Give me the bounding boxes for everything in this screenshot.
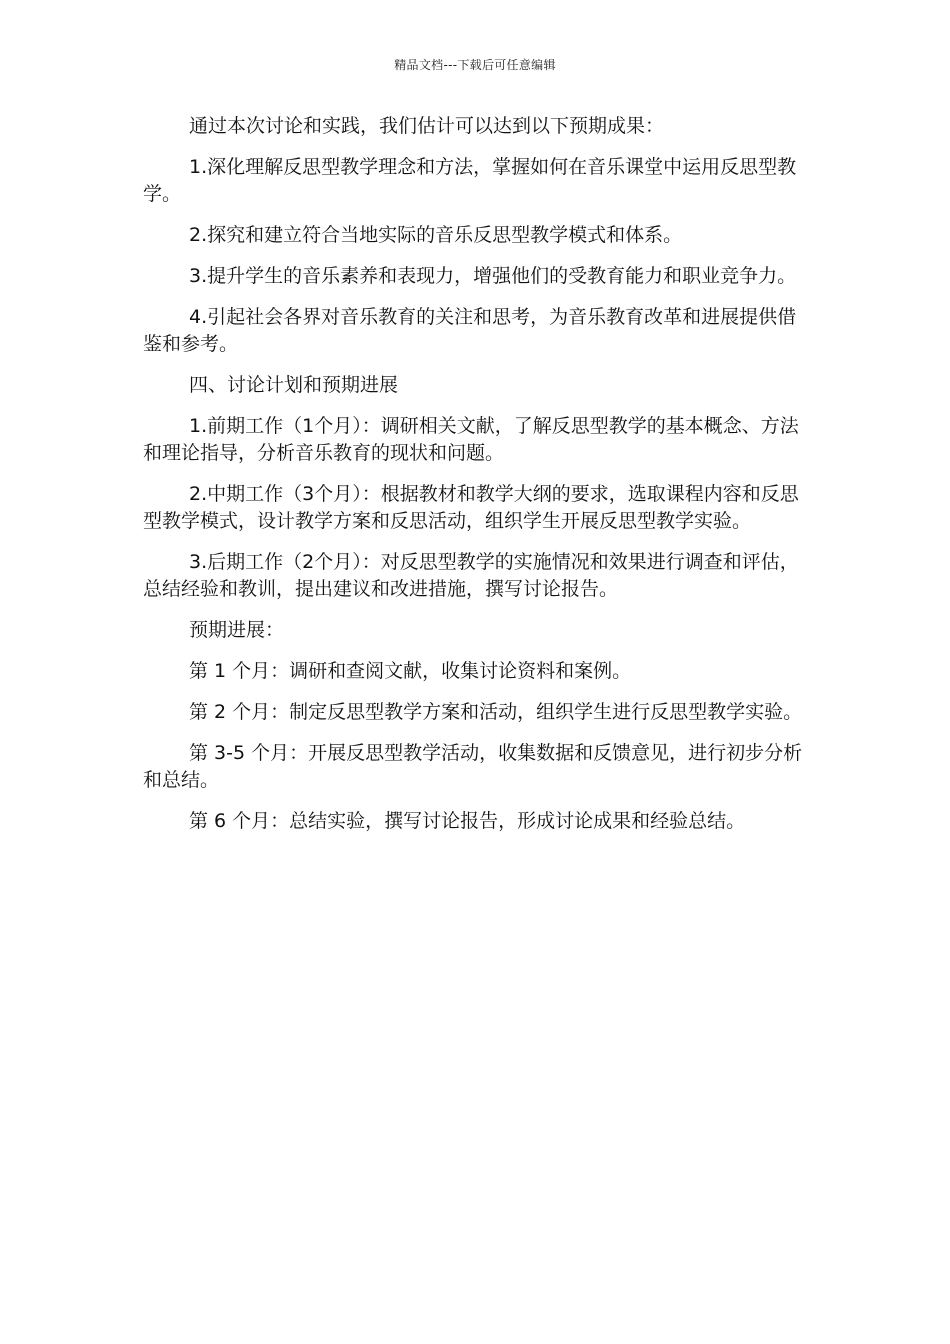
paragraph-intro: 通过本次讨论和实践，我们估计可以达到以下预期成果： bbox=[189, 115, 665, 137]
paragraph-outcome-2: 2.探究和建立符合当地实际的音乐反思型教学模式和体系。 bbox=[189, 224, 683, 246]
paragraph-plan-middle: 2.中期工作（3个月）：根据教材和教学大纲的要求，选取课程内容和反思型教学模式，设计教学方案和反思活动，组织学生开展反思型教学实验。 bbox=[143, 483, 799, 532]
section-heading-plan: 四、讨论计划和预期进展 bbox=[189, 374, 399, 396]
paragraph-outcome-3: 3.提升学生的音乐素养和表现力，增强他们的受教育能力和职业竞争力。 bbox=[189, 265, 797, 287]
paragraph-month-3-5: 第 3-5 个月：开展反思型教学活动，收集数据和反馈意见，进行初步分析和总结。 bbox=[143, 742, 803, 791]
paragraph-plan-late: 3.后期工作（2个月）：对反思型教学的实施情况和效果进行调查和评估，总结经验和教训，提出建议和改进措施，撰写讨论报告。 bbox=[143, 551, 799, 600]
paragraph-outcome-4: 4.引起社会各界对音乐教育的关注和思考，为音乐教育改革和进展提供借鉴和参考。 bbox=[143, 306, 797, 355]
paragraph-month-6: 第 6 个月：总结实验，撰写讨论报告，形成讨论成果和经验总结。 bbox=[189, 810, 746, 832]
page-header: 精品文档---下载后可任意编辑 bbox=[394, 58, 556, 72]
paragraph-month-1: 第 1 个月：调研和查阅文献，收集讨论资料和案例。 bbox=[189, 660, 632, 682]
paragraph-progress-heading: 预期进展： bbox=[189, 619, 285, 641]
paragraph-outcome-1: 1.深化理解反思型教学理念和方法，掌握如何在音乐课堂中运用反思型教学。 bbox=[143, 156, 797, 205]
paragraph-month-2: 第 2 个月：制定反思型教学方案和活动，组织学生进行反思型教学实验。 bbox=[189, 701, 803, 723]
paragraph-plan-early: 1.前期工作（1个月）：调研相关文献，了解反思型教学的基本概念、方法和理论指导，分析音乐教育的现状和问题。 bbox=[143, 415, 799, 464]
document-body bbox=[143, 113, 815, 849]
